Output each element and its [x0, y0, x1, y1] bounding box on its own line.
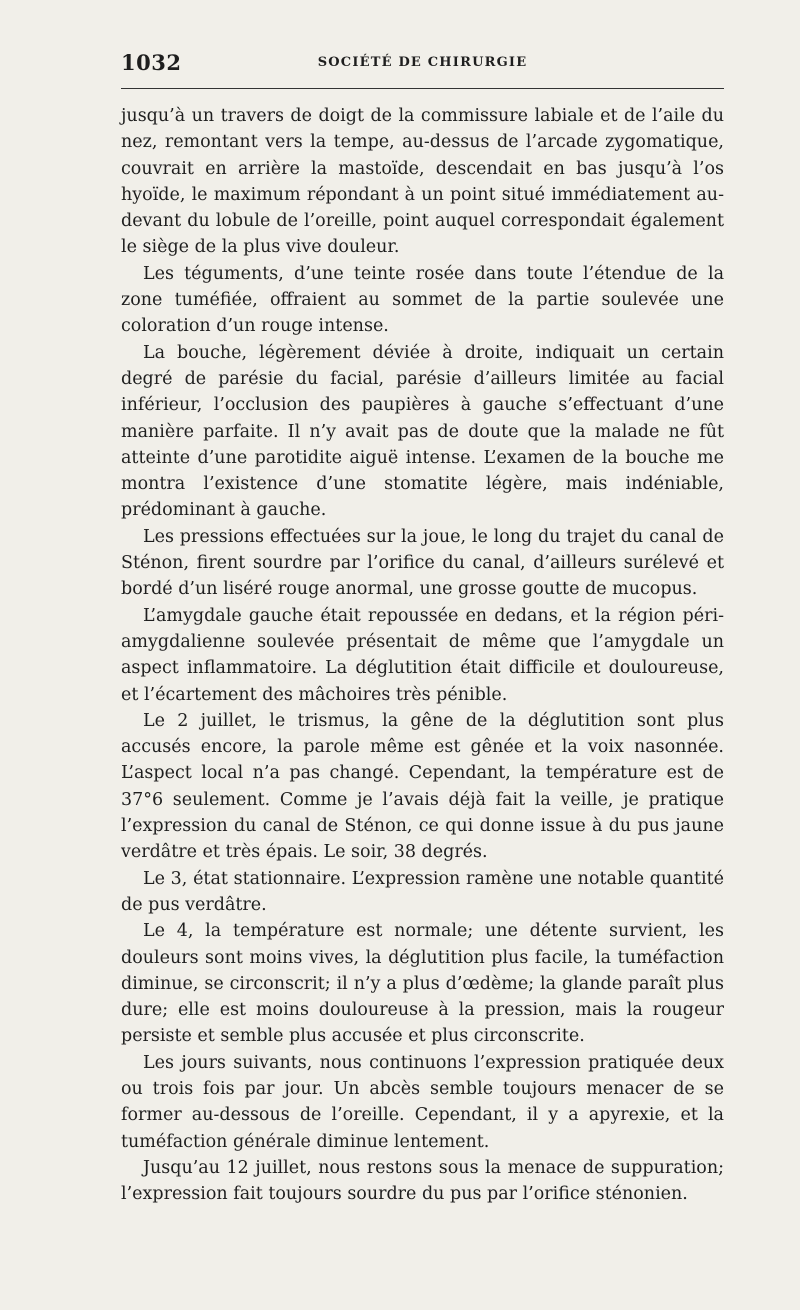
- paragraph: Les pressions effectuées sur la joue, le long du trajet du canal de Sténon, firent sourdre par l’orifice du canal, d’ailleurs surélevé et bordé d’un liséré rouge anormal, une grosse goutte de mucopus.: [121, 526, 724, 600]
- paragraph: Le 4, la température est normale; une détente survient, les douleurs sont moins vives, la déglutition plus facile, la tuméfaction diminue, se circonscrit; il n’y a plus d’œdème; la glande paraît plus dure; elle est moins douloureuse à la pression, mais la rougeur persiste et semble plus accusée et plus circonscrite.: [121, 921, 724, 1047]
- page-header: [121, 50, 724, 78]
- running-title: SOCIÉTÉ DE CHIRURGIE: [317, 55, 528, 70]
- paragraph: L’amygdale gauche était repoussée en dedans, et la région péri-amygdalienne soulevée présentait de même que l’amygdale un aspect inflammatoire. La déglutition était difficile et douloureuse, et l’écartement des mâchoires très pénible.: [121, 605, 724, 705]
- paragraph: Le 3, état stationnaire. L’expression ramène une notable quantité de pus verdâtre.: [121, 868, 724, 915]
- paragraph: jusqu’à un travers de doigt de la commissure labiale et de l’aile du nez, remontant vers la tempe, au-dessus de l’arcade zygomatique, couvrait en arrière la mastoïde, descendait en bas jusqu’à l’os hyoïde, le maximum répondant à un point situé immédiatement au-devant du lobule de l’oreille, point auquel correspondait également le siège de la plus vive douleur.: [121, 106, 724, 258]
- header-rule: [121, 88, 724, 89]
- paragraph: Jusqu’au 12 juillet, nous restons sous la menace de suppuration; l’expression fait toujours sourdre du pus par l’orifice sténonien.: [121, 1157, 724, 1205]
- paragraph: La bouche, légèrement déviée à droite, indiquait un certain degré de parésie du facial, parésie d’ailleurs limitée au facial inférieur, l’occlusion des paupières à gauche s’effectuant d’une manière parfaite. Il n’y avait pas de doute que la malade ne fût atteinte d’une parotidite aiguë intense. L’examen de la bouche me montra l’existence d’une stomatite légère, mais indéniable, prédominant à gauche.: [121, 342, 724, 521]
- paragraph: Les téguments, d’une teinte rosée dans toute l’étendue de la zone tuméfiée, offraient au sommet de la partie soulevée une coloration d’un rouge intense.: [121, 263, 724, 337]
- page-number: 1032: [121, 50, 182, 75]
- paragraph: Les jours suivants, nous continuons l’expression pratiquée deux ou trois fois par jour. Un abcès semble toujours menacer de se former au-dessous de l’oreille. Cependant, il y a apyrexie, et la tuméfaction générale diminue lentement.: [121, 1052, 724, 1152]
- body-text: [121, 103, 724, 1207]
- paragraph: Le 2 juillet, le trismus, la gêne de la déglutition sont plus accusés encore, la parole même est gênée et la voix nasonnée. L’aspect local n’a pas changé. Cependant, la température est de 37°6 seulement. Comme je l’avais déjà fait la veille, je pratique l’expression du canal de Sténon, ce qui donne issue à du pus jaune verdâtre et très épais. Le soir, 38 degrés.: [121, 710, 724, 863]
